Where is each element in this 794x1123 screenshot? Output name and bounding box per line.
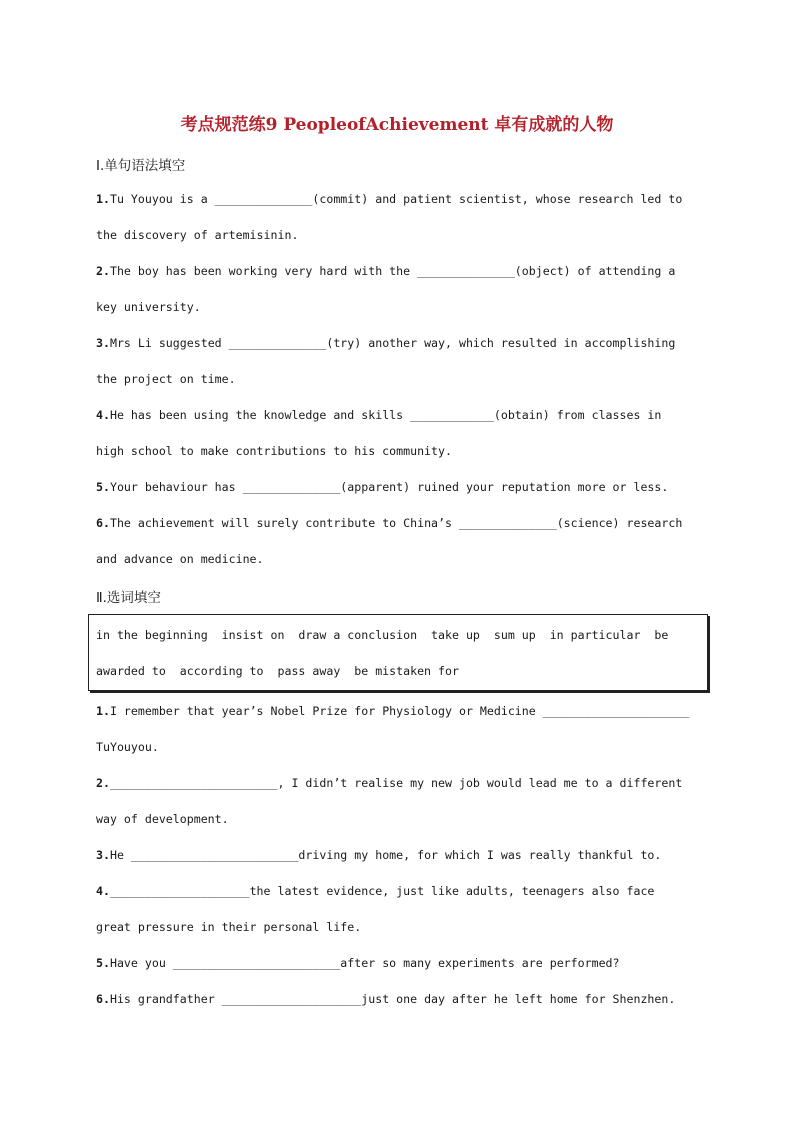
s2-q2-line-1 (96, 776, 682, 790)
question-number: 5. (96, 956, 110, 970)
s2-q2-line-2 (96, 812, 229, 826)
page-title: 考点规范练9 PeopleofAchievement 卓有成就的人物 (180, 115, 614, 135)
question-text: TuYouyou. (96, 740, 159, 754)
word-bank-line-2: awarded to according to pass away be mistaken for (96, 664, 459, 678)
question-text: The achievement will surely contribute to China’s ______________(science) research (109, 516, 683, 530)
question-text: I remember that year’s Nobel Prize for Physiology or Medicine _____________________ (109, 704, 690, 718)
word-bank-box (88, 614, 708, 691)
s2-q6-line-1 (96, 992, 675, 1006)
s2-q1-line-2 (96, 740, 159, 754)
question-text: His grandfather ____________________just one day after he left home for Shenzhen. (109, 992, 676, 1006)
question-number: 1. (96, 192, 110, 206)
q1-line-1 (96, 192, 682, 206)
s2-q5-line-1 (96, 956, 620, 970)
word-bank-line-1: in the beginning insist on draw a conclusion take up sum up in particular be (96, 628, 669, 642)
q4-line-2 (96, 444, 452, 458)
question-number: 3. (96, 848, 110, 862)
s2-q4-line-1 (96, 884, 654, 898)
question-text: Mrs Li suggested ______________(try) another way, which resulted in accomplishing (109, 336, 676, 350)
question-number: 4. (96, 884, 110, 898)
question-text: He ________________________driving my home, for which I was really thankful to. (109, 848, 662, 862)
question-number: 2. (96, 776, 110, 790)
question-number: 5. (96, 480, 110, 494)
question-text: and advance on medicine. (96, 552, 264, 566)
q5-line-1 (96, 480, 668, 494)
q4-line-1 (96, 408, 661, 422)
question-number: 6. (96, 992, 110, 1006)
s2-q4-line-2 (96, 920, 361, 934)
question-number: 4. (96, 408, 110, 422)
q1-line-2 (96, 228, 298, 242)
question-text: He has been using the knowledge and skills ____________(obtain) from classes in (109, 408, 662, 422)
section2-heading: Ⅱ.选词填空 (96, 590, 161, 606)
question-text: Have you ________________________after so many experiments are performed? (109, 956, 620, 970)
question-text: high school to make contributions to his community. (96, 444, 452, 458)
question-number: 6. (96, 516, 110, 530)
question-text: Your behaviour has ______________(apparent) ruined your reputation more or less. (109, 480, 669, 494)
s2-q1-line-1 (96, 704, 689, 718)
question-number: 3. (96, 336, 110, 350)
section1-heading: Ⅰ.单句语法填空 (96, 158, 186, 174)
question-text: Tu Youyou is a ______________(commit) and patient scientist, whose research led to (109, 192, 683, 206)
q3-line-1 (96, 336, 675, 350)
question-text: The boy has been working very hard with the ______________(object) of attending a (109, 264, 676, 278)
question-text: great pressure in their personal life. (96, 920, 362, 934)
q2-line-2 (96, 300, 201, 314)
question-text: the discovery of artemisinin. (96, 228, 299, 242)
q3-line-2 (96, 372, 236, 386)
q2-line-1 (96, 264, 675, 278)
q6-line-1 (96, 516, 682, 530)
s2-q3-line-1 (96, 848, 661, 862)
question-number: 1. (96, 704, 110, 718)
question-text: ________________________, I didn’t realise my new job would lead me to a different (109, 776, 683, 790)
question-number: 2. (96, 264, 110, 278)
question-text: way of development. (96, 812, 229, 826)
question-text: ____________________the latest evidence, just like adults, teenagers also face (109, 884, 655, 898)
question-text: key university. (96, 300, 201, 314)
question-text: the project on time. (96, 372, 236, 386)
q6-line-2 (96, 552, 264, 566)
